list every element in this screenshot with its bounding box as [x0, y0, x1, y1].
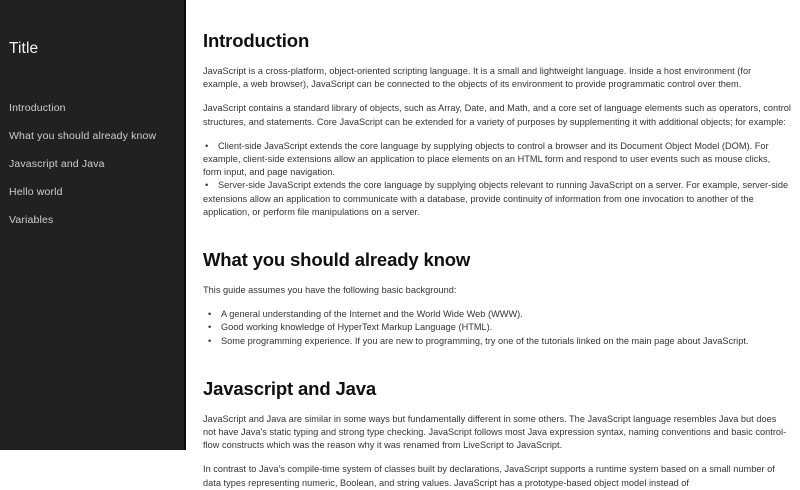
section-heading-introduction: Introduction	[203, 30, 310, 51]
list-item: • Good working knowledge of HyperText Markup Language (HTML).	[203, 321, 791, 334]
section-heading-javascript-and-java: Javascript and Java	[203, 377, 377, 399]
list-item: • Server-side JavaScript extends the core language by supplying objects relevant to running JavaScript on a server. For example, server-side extensions allow an application to communicate with a database, provide continuity of information from one invocation to another of the application, or perform file manipulations on a server.	[203, 179, 791, 219]
main-content	[186, 0, 800, 488]
sidebar-item-introduction[interactable]: Introduction	[9, 102, 66, 114]
sidebar-item-variables[interactable]: Variables	[9, 214, 54, 226]
paragraph: JavaScript and Java are similar in some ways but fundamentally different in some others. The JavaScript language resembles Java but does not have Java's static typing and strong type checking. JavaScript follows most Java expression syntax, naming conventions and basic control-flow constructs which was the reason why it was renamed from LiveScript to JavaScript.	[203, 413, 787, 451]
section-heading-what-you-should-already-know: What you should already know	[203, 249, 471, 271]
sidebar-item-hello-world[interactable]: Hello world	[9, 186, 63, 198]
paragraph: JavaScript contains a standard library of objects, such as Array, Date, and Math, and a core set of language elements such as operators, control structures, and statements. Core JavaScript can be extended for a variety of purposes by supplementing it with additional objects; for example:	[203, 103, 791, 127]
paragraph: This guide assumes you have the following basic background:	[203, 285, 457, 296]
sidebar	[0, 0, 186, 450]
sidebar-nav	[0, 94, 184, 234]
list-item: • Client-side JavaScript extends the core language by supplying objects to control a browser and its Document Object Model (DOM). For example, client-side extensions allow an application to place elements on an HTML form and respond to user events such as mouse clicks, form input, and page navigation.	[203, 140, 791, 180]
list-item: • A general understanding of the Internet and the World Wide Web (WWW).	[203, 308, 791, 321]
bullet-list	[203, 308, 791, 348]
paragraph: JavaScript is a cross-platform, object-oriented scripting language. It is a small and lightweight language. Inside a host environment (for example, a web browser), JavaScript can be connected to the objects of its environment to provide programmatic control over them.	[203, 66, 752, 90]
sidebar-item-javascript-and-java[interactable]: Javascript and Java	[9, 158, 105, 170]
sidebar-item-what-you-should-already-know[interactable]: What you should already know	[9, 130, 157, 142]
list-item: • Some programming experience. If you are new to programming, try one of the tutorials linked on the main page about JavaScript.	[203, 335, 791, 348]
sidebar-title: Title	[9, 40, 39, 57]
paragraph: In contrast to Java's compile-time system of classes built by declarations, JavaScript supports a runtime system based on a small number of data types representing numeric, Boolean, and string values. JavaScript has a prototype-based object model instead of	[203, 464, 775, 488]
bullet-list	[203, 140, 791, 219]
